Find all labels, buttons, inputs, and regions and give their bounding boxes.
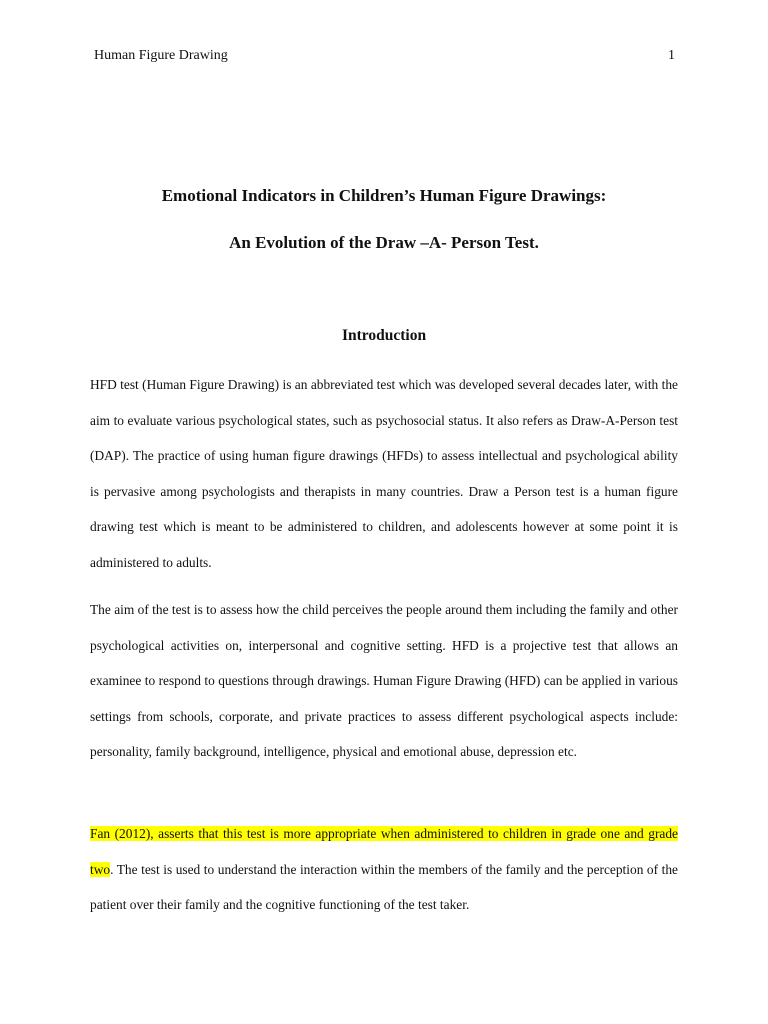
- paragraph-3-text: . The test is used to understand the interaction within the members of the family and the perception of the patient over their family and the cognitive functioning of the test taker.: [90, 861, 678, 912]
- paragraph-1: HFD test (Human Figure Drawing) is an abbreviated test which was developed several decades later, with the aim to evaluate various psychological states, such as psychosocial status. It also refers as Draw-A-Person test (DAP). The practice of using human figure drawings (HFDs) to assess intellectual and psychological ability is pervasive among psychologists and therapists in many countries. Draw a Person test is a human figure drawing test which is meant to be administered to children, and adolescents however at some point it is administered to adults.: [90, 377, 678, 570]
- section-heading: Introduction: [341, 327, 427, 344]
- paragraph-2: The aim of the test is to assess how the child perceives the people around them including the family and other psychological activities on, interpersonal and cognitive setting. HFD is a projective test that allows an examinee to respond to questions through drawings. Human Figure Drawing (HFD) can be applied in various settings from schools, corporate, and private practices to assess different psychological aspects include: personality, family background, intelligence, physical and emotional abuse, depression etc.: [90, 602, 678, 759]
- running-head: Human Figure Drawing: [94, 48, 228, 63]
- title-line-2: An Evolution of the Draw –A- Person Test.: [229, 233, 539, 252]
- page-number: 1: [668, 48, 675, 63]
- title-line-1: Emotional Indicators in Children’s Human Figure Drawings:: [161, 186, 607, 205]
- paragraph-3: [90, 816, 678, 923]
- highlighted-text: Fan (2012), asserts that this test is more appropriate when administered to children in grade one and grade two: [90, 826, 678, 877]
